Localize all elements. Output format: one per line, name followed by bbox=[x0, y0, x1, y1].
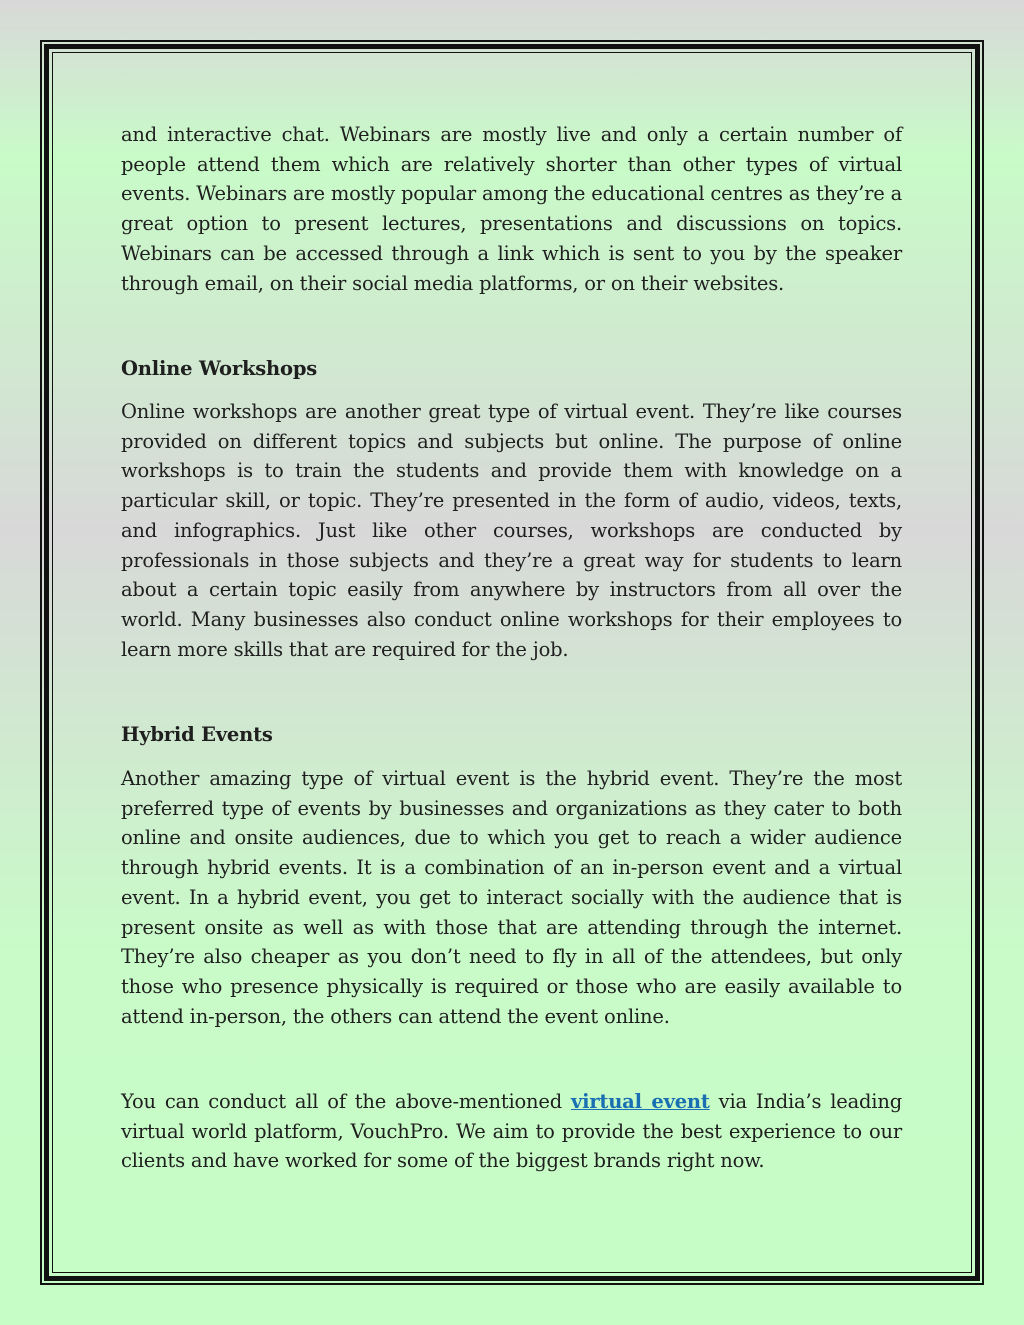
virtual-event-link[interactable]: virtual event bbox=[570, 1090, 710, 1113]
hybrid-events-heading: Hybrid Events bbox=[121, 723, 273, 746]
webinars-paragraph: and interactive chat. Webinars are mostly live and only a certain number of people attend them which are relatively shorter than other types of virtual events. Webinars are mostly popular among the educational centres as they’re a great option to present lectures, presentations and discussions on topics. Webinars can be accessed through a link which is sent to you by the speaker through email, on their social media platforms, or on their websites. bbox=[121, 123, 902, 295]
online-workshops-paragraph: Online workshops are another great type of virtual event. They’re like courses provided on different topics and subjects but online. The purpose of online workshops is to train the students and provide them with knowledge on a particular skill, or topic. They’re presented in the form of audio, videos, texts, and infographics. Just like other courses, workshops are conducted by professionals in those subjects and they’re a great way for students to learn about a certain topic easily from anywhere by instructors from all over the world. Many businesses also conduct online workshops for their employees to learn more skills that are required for the job. bbox=[121, 400, 902, 661]
closing-text-after-link: via India’s leading virtual world platform, VouchPro. We aim to provide the best experience to our clients and have worked for some of the biggest brands right now. bbox=[121, 1090, 902, 1173]
hybrid-events-paragraph: Another amazing type of virtual event is the hybrid event. They’re the most preferred type of events by businesses and organizations as they cater to both online and onsite audiences, due to which you get to reach a wider audience through hybrid events. It is a combination of an in-person event and a virtual event. In a hybrid event, you get to interact socially with the audience that is present onsite as well as with those that are attending through the internet. They’re also cheaper as you don’t need to fly in all of the attendees, but only those who presence physically is required or those who are easily available to attend in-person, the others can attend the event online. bbox=[121, 767, 902, 1028]
closing-text-before-link: You can conduct all of the above-mentioned bbox=[121, 1090, 571, 1113]
closing-paragraph bbox=[121, 1087, 902, 1176]
online-workshops-heading: Online Workshops bbox=[121, 357, 318, 380]
